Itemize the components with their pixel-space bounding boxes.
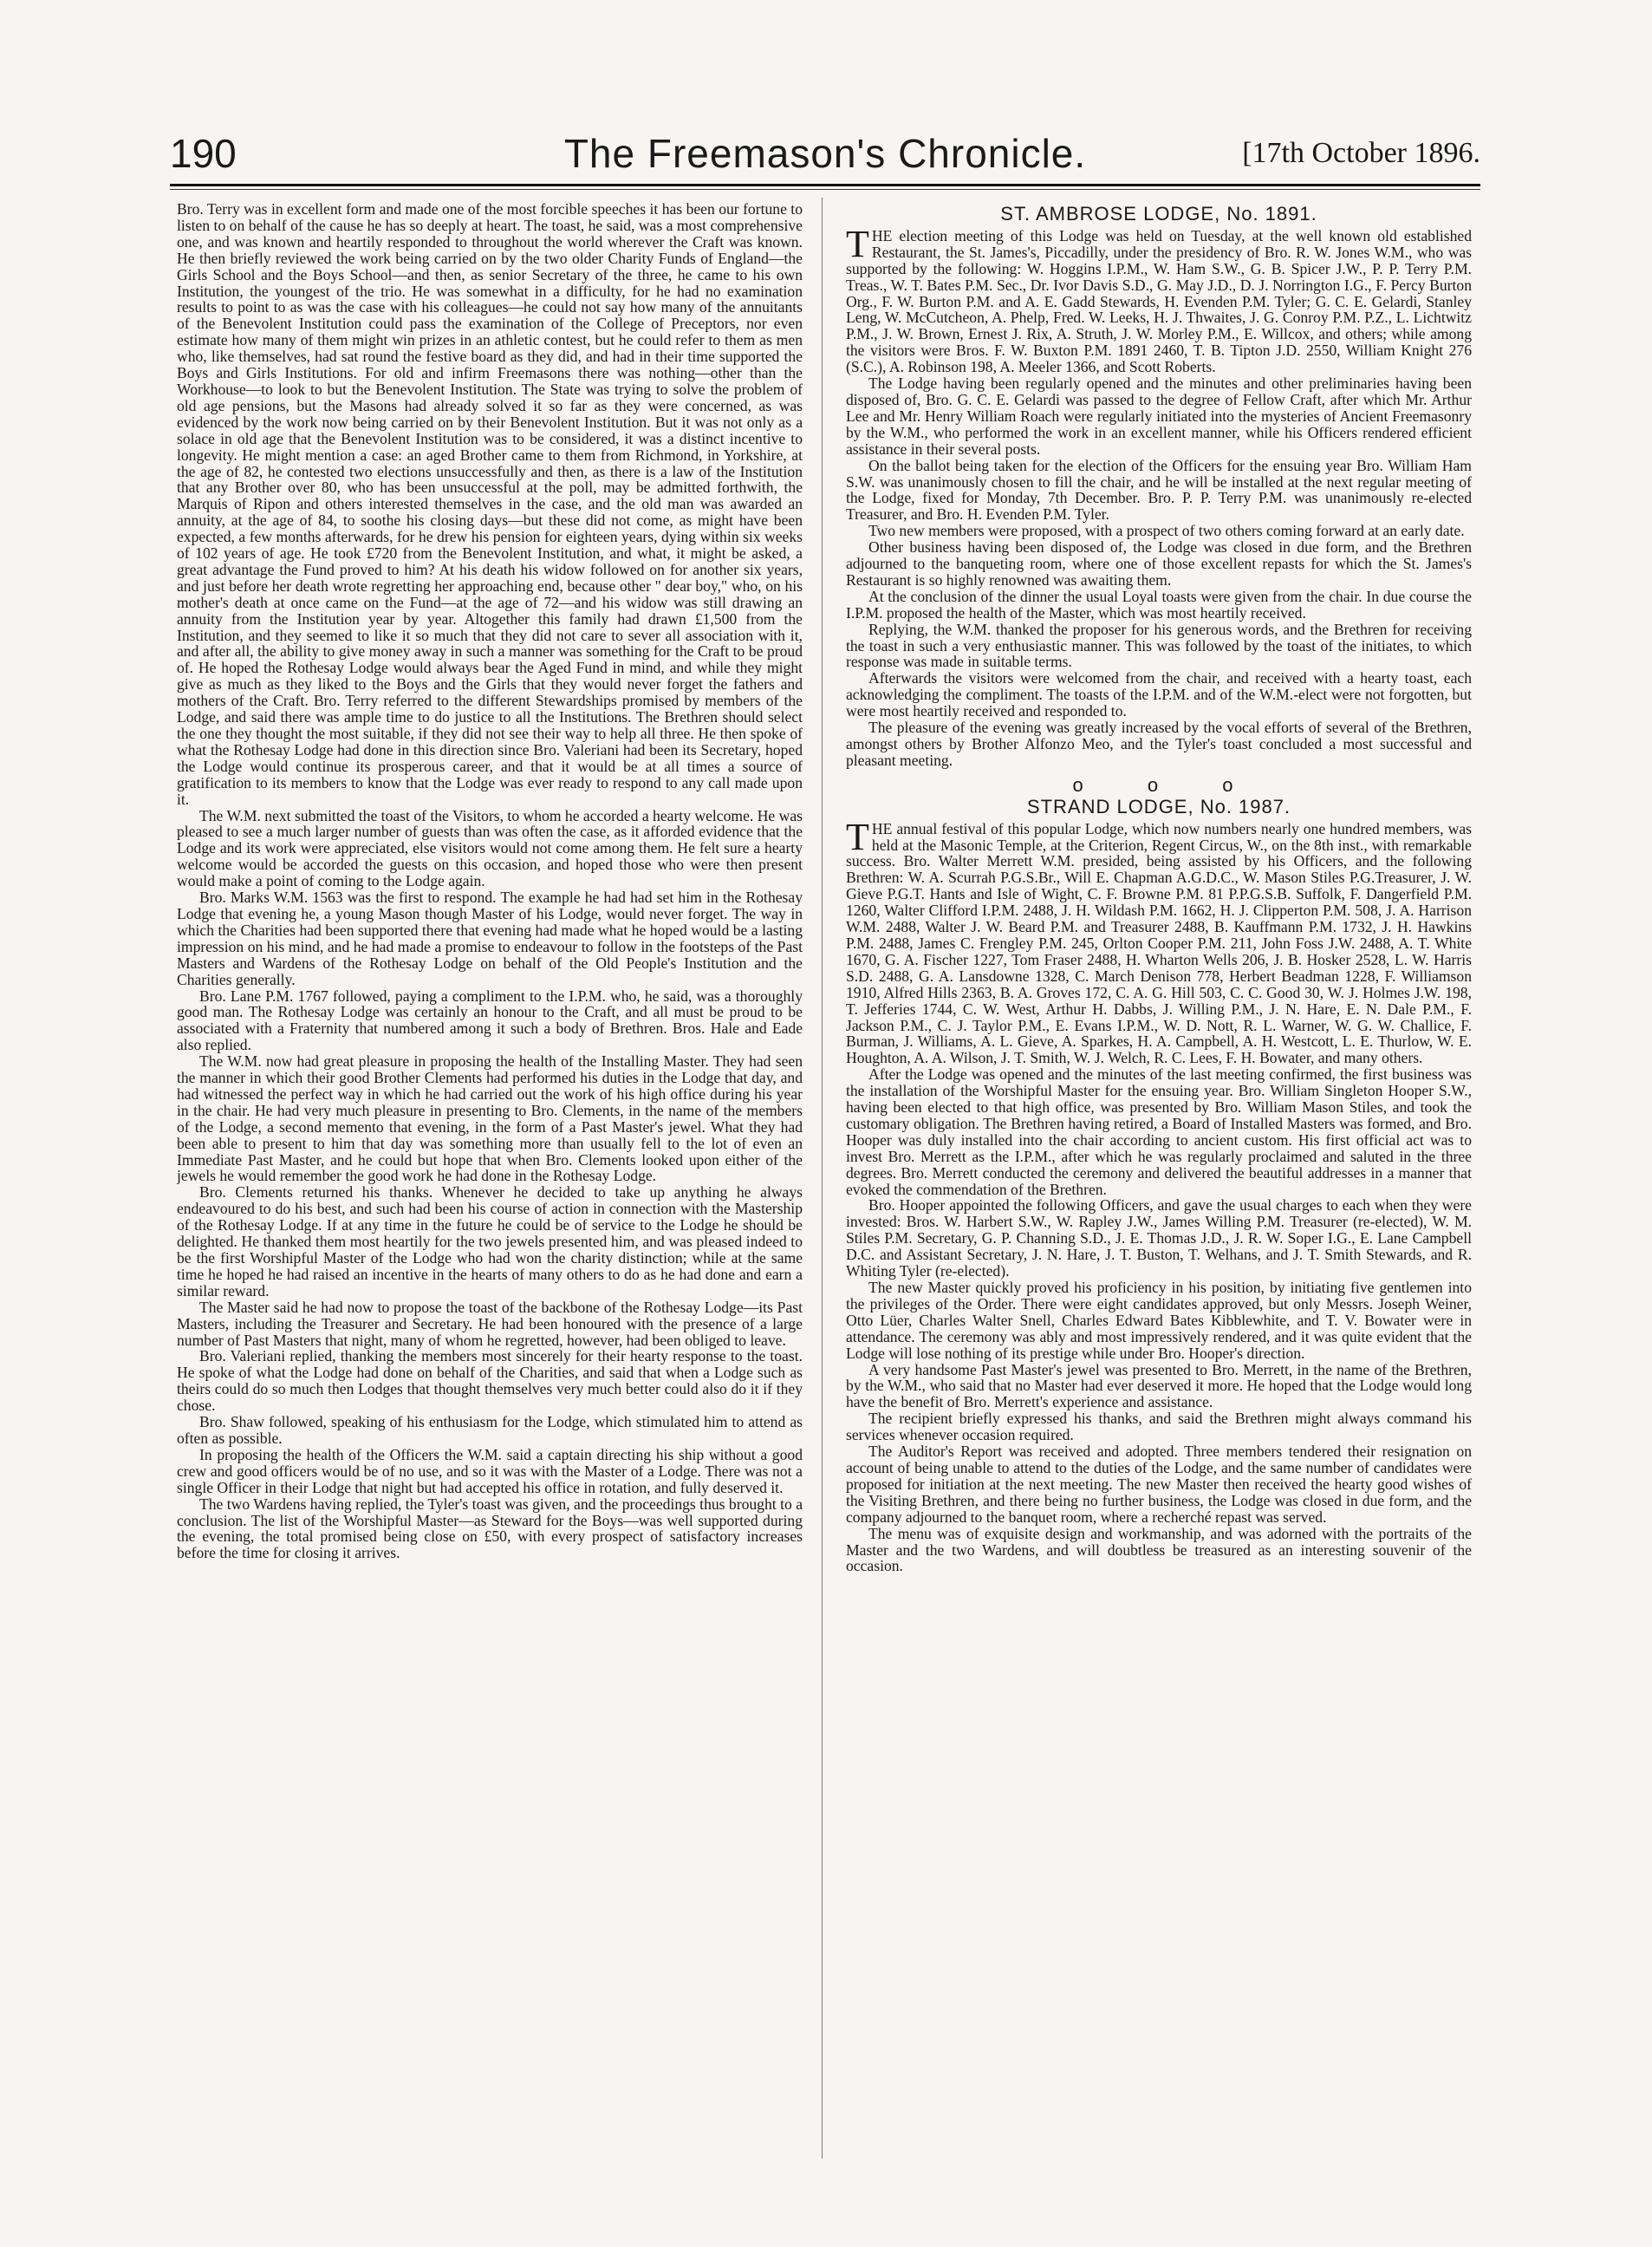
page-header (170, 130, 1480, 184)
article-paragraph: Bro. Clements returned his thanks. Whenever he decided to take up anything he always endeavoured to do his best, and such had been his course of action in connection with the Mastership of the Rothesay Lodge. If at any time in the future he could be of service to the Lodge he should be delighted. He thanked them most heartily for the two jewels presented him, and was pleased indeed to be the first Worshipful Master of the Lodge who had won the charity distinction; while at the same time he hoped he had raised an incentive in the hearts of many others to do as he had done and earn a similar reward. (177, 1183, 803, 1299)
lead-text: HE annual festival of this popular Lodge, which now numbers nearly one hundred members, was held at the Masonic Temple, at the Criterion, Regent Circus, W., on the 8th inst., with remarkable success. Bro. Walter Merrett W.M. presided, being assisted by his Officers, and the following Brethren: W. A. Scurrah P.G.S.Br., Will E. Chapman A.G.D.C., W. Mason Stiles P.G.Treasurer, J. W. Gieve P.G.T. Hants and Isle of Wight, C. F. Browne P.M. 81 P.P.G.S.B. Suffolk, F. Dangerfield P.M. 1260, Walter Clifford I.P.M. 2488, J. H. Wildash P.M. 1662, H. J. Clipperton P.M. 508, J. A. Harrison W.M. 2488, Walter J. W. Beard P.M. and Treasurer 2488, B. Kauffmann P.M. 1732, J. H. Hawkins P.M. 2488, James C. Frengley P.M. 245, Orlton Cooper P.M. 211, John Foss J.W. 2488, A. T. White 1670, G. A. Fischer 1227, Tom Fraser 2488, H. Wharton Wells 206, J. B. Hosker 2528, L. W. Harris S.D. 2488, G. A. Lansdowne 1328, C. March Denison 778, Herbert Beadman 1228, F. Williamson 1910, Alfred Hills 2363, B. A. Groves 172, C. A. G. Hill 503, C. C. Good 30, W. J. Holmes J.W. 198, T. Jefferies 1744, C. W. West, Arthur H. Dabbs, J. Willing P.M., J. N. Hare, E. N. Dale P.M., F. Jackson P.M., C. J. Taylor P.M., E. Evans I.P.M., W. D. Nott, R. L. Warner, W. G. W. Challice, F. Burman, J. Williams, A. L. Gieve, A. Sparkes, H. A. Campbell, A. H. Westcott, L. E. Thurlow, W. E. Houghton, A. A. Wilson, J. T. Smith, W. J. Welch, R. C. Lees, F. H. Bowater, and many others. (846, 819, 1472, 1067)
left-column (177, 201, 803, 2160)
header-rule-thin (170, 189, 1480, 190)
article-paragraph: The Master said he had now to propose the toast of the backbone of the Rothesay Lodge—its Past Masters, including the Treasurer and Secretary. He had been honoured with the presence of a large number of Past Masters that night, many of whom he regretted, however, had been obliged to leave. (177, 1298, 803, 1349)
masthead-title: The Freemason's Chronicle. (563, 131, 1087, 176)
article-paragraph: Bro. Lane P.M. 1767 followed, paying a compliment to the I.P.M. who, he said, was a thoroughly good man. The Rothesay Lodge was certainly an honour to the Craft, and all must be proud to be associated with a Fraternity that numbered among it such a body of Brethren. Bros. Hale and Eade also replied. (177, 987, 803, 1054)
article-paragraph: On the ballot being taken for the election of the Officers for the ensuing year Bro. William Ham S.W. was unanimously chosen to fill the chair, and he will be installed at the next regular meeting of the Lodge, fixed for Monday, 7th December. Bro. P. P. Terry P.M. was unanimously re-elected Treasurer, and Bro. H. Evenden P.M. Tyler. (846, 456, 1472, 524)
article-paragraph: Other business having been disposed of, the Lodge was closed in due form, and the Brethren adjourned to the banqueting room, where one of those excellent repasts for which the St. James's Restaurant is so highly renowned was awaiting them. (846, 538, 1472, 589)
section-heading-st-ambrose: ST. AMBROSE LODGE, No. 1891. (1000, 203, 1317, 225)
section-ornament: o o o (1072, 773, 1263, 796)
article-paragraph: The Lodge having been regularly opened and the minutes and other preliminaries having been disposed of, Bro. G. C. E. Gelardi was passed to the degree of Fellow Craft, after which Mr. Arthur Lee and Mr. Henry William Roach were regularly initiated into the mysteries of Ancient Freemasonry by the W.M., who performed the work in an excellent manner, while his Officers rendered efficient assistance in their several posts. (846, 374, 1472, 458)
article-paragraph: The Auditor's Report was received and adopted. Three members tendered their resignation on account of being unable to attend to the duties of the Lodge, and the same number of candidates were proposed for initiation at the next meeting. The new Master then received the hearty good wishes of the Visiting Brethren, and there being no further business, the Lodge was closed in due form, and the company adjourned to the banquet room, where a recherché repast was served. (846, 1443, 1472, 1526)
article-paragraph: The W.M. next submitted the toast of the Visitors, to whom he accorded a hearty welcome. He was pleased to see a much larger number of guests than was often the case, as it afforded evidence that the Lodge and its work were appreciated, else visitors would not come among them. He felt sure a hearty welcome would be accorded the guests on this occasion, and hoped those who were then present would make a point of coming to the Lodge again. (177, 806, 803, 890)
article-paragraph: Replying, the W.M. thanked the proposer for his generous words, and the Brethren for receiving the toast in such a very enthusiastic manner. This was followed by the toast of the initiates, to which response was made in suitable terms. (846, 620, 1472, 671)
article-paragraph: Bro. Shaw followed, speaking of his enthusiasm for the Lodge, which stimulated him to attend as often as possible. (177, 1413, 803, 1447)
drop-cap: T (846, 815, 869, 858)
article-paragraph: Bro. Marks W.M. 1563 was the first to respond. The example he had had set him in the Rothesay Lodge that evening he, a young Mason though Master of his Lodge, would never forget. The way in which the Charities had been supported there that evening had made what he hoped would be a lasting impression on his mind, and he had made a promise to endeavour to follow in the footsteps of the Past Masters and Wardens of the Rothesay Lodge on behalf of the Old People's Institution and the Charities generally. (177, 889, 803, 988)
article-paragraph: Two new members were proposed, with a prospect of two others coming forward at an early date. (868, 522, 1465, 540)
article-paragraph: Bro. Valeriani replied, thanking the members most sincerely for their hearty response to the toast. He spoke of what the Lodge had done on behalf of the Charities, and said that when a Lodge such as theirs could do so much then Lodges that thought themselves very much better could also do it if they chose. (177, 1347, 803, 1415)
header-rule (170, 184, 1480, 186)
article-paragraph: Bro. Hooper appointed the following Officers, and gave the usual charges to each when they were invested: Bros. W. Harbert S.W., W. Rapley J.W., James Willing P.M. Treasurer (re-elected), W. M. Stiles P.M. Secretary, G. P. Channing S.D., J. E. Thomas J.D., J. R. W. Soper I.G., E. Lane Campbell D.C. and Assistant Secretary, J. N. Hare, J. T. Buston, T. Welhans, and J. T. Smith Stewards, and R. Whiting Tyler (re-elected). (846, 1196, 1472, 1280)
article-paragraph: The two Wardens having replied, the Tyler's toast was given, and the proceedings thus brought to a conclusion. The list of the Worshipful Master—as Steward for the Boys—was well supported during the evening, the total promised being close on £50, with every prospect of satisfactory increases before the time for closing it arrives. (177, 1495, 803, 1562)
article-paragraph: At the conclusion of the dinner the usual Loyal toasts were given from the chair. In due course the I.P.M. proposed the health of the Master, which was most heartily received. (846, 587, 1472, 622)
lead-paragraph (846, 815, 1472, 1067)
article-paragraph: The recipient briefly expressed his thanks, and said the Brethren might always command his services whenever occasion required. (846, 1410, 1472, 1444)
article-paragraph: The W.M. now had great pleasure in proposing the health of the Installing Master. They had seen the manner in which their good Brother Clements had performed his duties in the Lodge that day, and had witnessed the perfect way in which he had carried out the work of his high office during his year in the chair. He had very much pleasure in presenting to Bro. Clements, in the name of the members of the Lodge, a second memento that evening, in the form of a Past Master's jewel. What they had been able to present to him that day was something more than usually fell to the lot of even an Immediate Past Master, and he could but hope that when Bro. Clements looked upon either of the jewels he would remember the good work he had done in the Rothesay Lodge. (177, 1052, 803, 1185)
page-number: 190 (170, 131, 237, 176)
lead-paragraph (846, 222, 1472, 376)
article-paragraph: Afterwards the visitors were welcomed from the chair, and received with a hearty toast, each acknowledging the compliment. The toasts of the I.P.M. and of the W.M.-elect were not forgotten, but were most heartily received and responded to. (846, 669, 1472, 720)
article-paragraph: The menu was of exquisite design and workmanship, and was adorned with the portraits of the Master and the two Wardens, and will doubtless be treasured as an interesting souvenir of the occasion. (846, 1524, 1472, 1575)
article-paragraph: Bro. Terry was in excellent form and made one of the most forcible speeches it has been our fortune to listen to on behalf of the cause he has so deeply at heart. The toast, he said, was a most comprehensive one, and was known and heartily responded to throughout the world wherever the Craft was known. He then briefly reviewed the work being carried on by the two older Charity Funds of England—the Girls School and the Boys School—and then, as senior Secretary of the three, he came to his own Institution, the youngest of the trio. He was somewhat in a difficulty, for he had no examination results to point to as was the case with his colleagues—he could not say how many of the annuitants of the Benevolent Institution could pass the examination of the College of Preceptors, nor even estimate how many of them might win prizes in an athletic contest, but he could refer to them as men who, like themselves, had sat round the festive board as they did, and had in their time supported the Boys and Girls Institutions. For old and infirm Freemasons there was nothing—other than the Workhouse—to look to but the Benevolent Institution. The State was trying to solve the problem of old age pensions, but the Masons had already solved it so far as they were concerned, as was evidenced by the work now being carried on by their Benevolent Institution. But it was not only as a solace in old age that the Benevolent Institution was to be considered, it was a distinct incentive to longevity. He might mention a case: an aged Brother came to them from Richmond, in Yorkshire, at the age of 82, he contested two elections unsuccessfully and then, as there is a law of the Institution that any Brother over 80, who has been unsuccessful at the poll, may be admitted forthwith, the Marquis of Ripon and others interested themselves in the case, and the old man was awarded an annuity, at the age of 84, to soothe his closing days—but these did not come, as might have been expected, a few months afterwards, for he drew his pension for eighteen years, dying within six weeks of 102 years of age. He took £720 from the Benevolent Institution, and what, it might be asked, a great advantage the Fund proved to him? At his death his widow followed on for another six years, and just before her death wrote regretting her approaching end, because other " dear boy," who, on his mother's death at once came on the Fund—at the age of 72—and his widow was still drawing an annuity from the Institution year by year. Altogether this family had drawn £1,500 from the Institution, and they seemed to like it so much that they did not care to sever all association with it, and after all, the ability to give money away in such a manner was something for the Craft to be proud of. He hoped the Rothesay Lodge would always bear the Aged Fund in mind, and while they might give as much as they liked to the Boys and the Girls that they would never forget the fathers and mothers of the Craft. Bro. Terry referred to the different Stewardships promised by members of the Lodge, and said there was ample time to do justice to all the Institutions. The Brethren should select the one they thought the most suitable, if they did not see their way to help all three. He then spoke of what the Rothesay Lodge had done in this direction since Bro. Valeriani had been its Secretary, hoped the Lodge would continue its prosperous career, and that it would be at all times a source of gratification to its members to know that the Lodge was ever ready to respond to any call made upon it. (177, 201, 803, 808)
article-paragraph: The new Master quickly proved his proficiency in his position, by initiating five gentlemen into the privileges of the Order. There were eight candidates approved, but only Messrs. Joseph Weiner, Otto Lüer, Charles Walter Snell, Charles Edward Bates Kibblewhite, and T. V. Bowater were in attendance. The ceremony was ably and most impressively rendered, and it was quite evident that the Lodge will lose nothing of its prestige while under Bro. Hooper's direction. (846, 1279, 1472, 1362)
right-column (846, 201, 1472, 2160)
article-paragraph: The pleasure of the evening was greatly increased by the vocal efforts of several of the Brethren, amongst others by Brother Alfonzo Meo, and the Tyler's toast concluded a most successful and pleasant meeting. (846, 719, 1472, 769)
drop-cap: T (846, 222, 869, 265)
article-paragraph: A very handsome Past Master's jewel was presented to Bro. Merrett, in the name of the Brethren, by the W.M., who said that no Master had ever deserved it more. He hoped that the Lodge would long have the benefit of Bro. Merrett's experience and assistance. (846, 1360, 1472, 1411)
column-divider (822, 198, 823, 2159)
issue-date: [17th October 1896. (1242, 137, 1480, 169)
article-paragraph: In proposing the health of the Officers the W.M. said a captain directing his ship without a good crew and good officers would be of no use, and so it was with the Master of a Lodge. There was not a single Officer in their Lodge that night but had accepted his office in rotation, and fully deserved it. (177, 1445, 803, 1496)
lead-text: HE election meeting of this Lodge was held on Tuesday, at the well known old established Restaurant, the St. James's, Piccadilly, under the presidency of Bro. R. W. Jones W.M., who was supported by the following: W. Hoggins I.P.M., W. Ham S.W., G. B. Spicer J.W., P. P. Terry P.M. Treas., W. T. Bates P.M. Sec., Dr. Ivor Davis S.D., G. May J.D., D. J. Norrington I.G., F. Percy Burton Org., F. W. Burton P.M. and A. E. Gadd Stewards, H. Evenden P.M. Tyler; G. C. E. Gelardi, Stanley Leng, W. McCutcheon, A. Phelp, Fred. W. Leeks, H. J. Thwaites, J. G. Conroy P.M. P.Z., L. Lichtwitz P.M., J. W. Brown, Ernest J. Rix, A. Struth, J. W. Morley P.M., E. Willcox, and others; while among the visitors were Bros. F. W. Buxton P.M. 1891 2460, T. B. Tipton J.D. 2550, William Knight 276 (S.C.), A. Robinson 198, A. Meeler 1366, and Scott Roberts. (846, 226, 1472, 376)
section-heading-strand: STRAND LODGE, No. 1987. (1026, 795, 1291, 817)
article-paragraph: After the Lodge was opened and the minutes of the last meeting confirmed, the first business was the installation of the Worshipful Master for the ensuing year. Bro. William Singleton Hooper S.W., having been elected to that high office, was presented by Bro. William Mason Stiles, and took the customary obligation. The Brethren having retired, a Board of Installed Masters was formed, and Bro. Hooper was duly installed into the chair according to ancient custom. His first official act was to invest Bro. Merrett as the I.P.M., after which he was regularly proclaimed and saluted in the three degrees. Bro. Merrett conducted the ceremony and delivered the beautiful addresses in a manner that evoked the commendation of the Brethren. (846, 1065, 1472, 1198)
